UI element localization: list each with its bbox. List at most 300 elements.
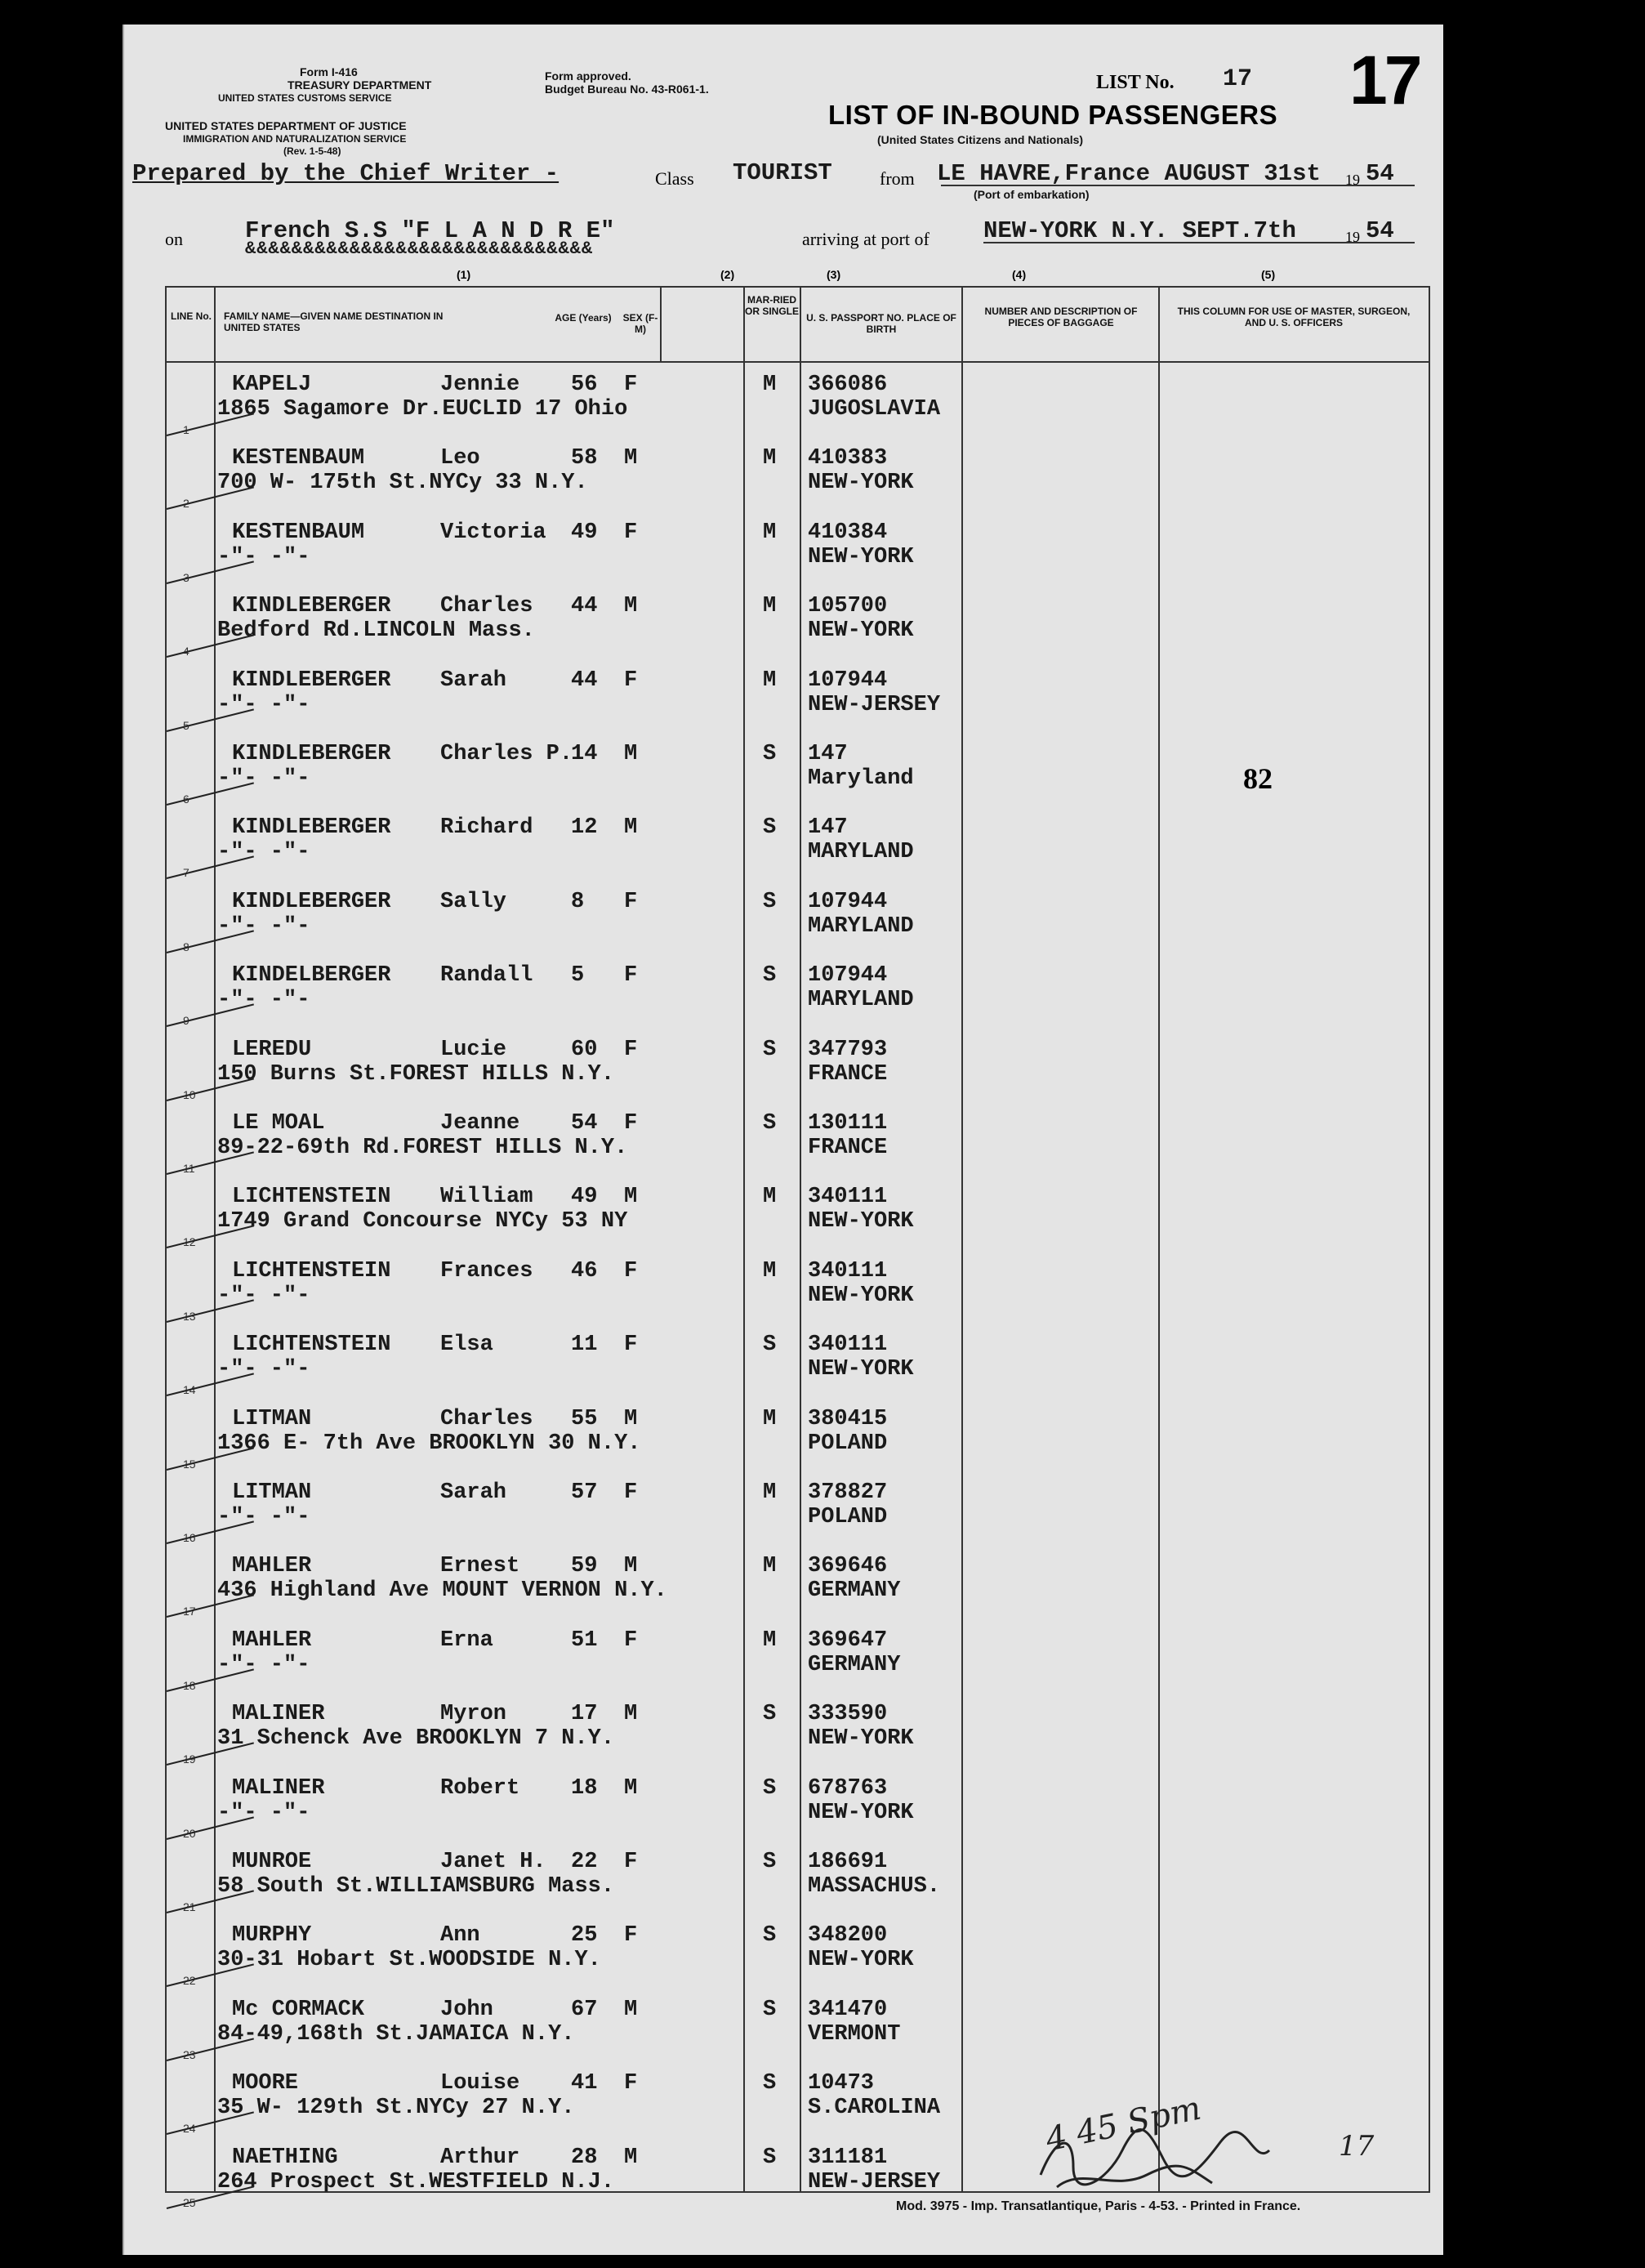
table-row <box>167 886 1429 960</box>
check-mark <box>167 1890 254 1913</box>
passport-number: 105700 <box>808 594 888 619</box>
check-mark <box>167 782 254 806</box>
justice-dept: UNITED STATES DEPARTMENT OF JUSTICE <box>165 119 407 132</box>
line-number: 5 <box>183 718 189 732</box>
age: 44 <box>571 667 598 693</box>
age: 14 <box>571 742 598 766</box>
place-of-birth: MASSACHUS. <box>808 1874 941 1899</box>
family-name: MURPHY <box>232 1923 312 1949</box>
marital-status: M <box>763 373 777 397</box>
destination: 31 Schenck Ave BROOKLYN 7 N.Y. <box>217 1726 615 1752</box>
check-mark <box>167 560 254 584</box>
passport-number: 410383 <box>808 446 888 471</box>
sex: F <box>624 1037 638 1062</box>
treasury-dept: TREASURY DEPARTMENT <box>288 78 432 92</box>
given-name: Sarah <box>440 667 507 693</box>
given-name: John <box>440 1997 493 2022</box>
check-mark <box>167 1520 254 1544</box>
family-name: LICHTENSTEIN <box>232 1333 391 1358</box>
age: 28 <box>571 2145 598 2170</box>
age: 46 <box>571 1258 598 1284</box>
destination: -"- -"- <box>217 1505 310 1529</box>
binder-hole <box>46 245 88 288</box>
marital-status: S <box>763 815 777 841</box>
sex: M <box>624 594 638 619</box>
given-name: Jennie <box>440 373 520 397</box>
place-of-birth: NEW-YORK <box>808 1726 914 1752</box>
line-number: 12 <box>183 1235 196 1249</box>
age: 59 <box>571 1554 598 1579</box>
given-name: Ernest <box>440 1554 520 1579</box>
given-name: Louise <box>440 2071 520 2096</box>
line-number: 20 <box>183 1826 196 1840</box>
sex: F <box>624 1480 638 1505</box>
on-label: on <box>165 229 183 249</box>
age: 18 <box>571 1775 598 1801</box>
line-number: 14 <box>183 1383 196 1397</box>
page-title: LIST OF IN-BOUND PASSENGERS <box>828 100 1278 130</box>
given-name: Frances <box>440 1258 533 1284</box>
handwritten-signature <box>1024 2118 1318 2191</box>
family-name: Mc CORMACK <box>232 1997 365 2022</box>
place-of-birth: NEW-YORK <box>808 544 914 569</box>
line-number: 16 <box>183 1531 196 1544</box>
place-of-birth: POLAND <box>808 1431 888 1456</box>
age: 5 <box>571 963 585 989</box>
age: 54 <box>571 1111 598 1136</box>
age: 60 <box>571 1037 598 1062</box>
hdr-age: AGE (Years) <box>555 312 612 324</box>
sex: F <box>624 963 638 989</box>
sex: F <box>624 1333 638 1358</box>
age: 55 <box>571 1406 598 1431</box>
family-name: LICHTENSTEIN <box>232 1185 391 1210</box>
passport-number: 678763 <box>808 1775 888 1801</box>
line-number: 2 <box>183 497 189 511</box>
check-mark <box>167 2112 254 2136</box>
arrival-port: NEW-YORK N.Y. SEPT.7th <box>983 217 1296 244</box>
passport-number: 147 <box>808 815 848 841</box>
destination: -"- -"- <box>217 913 310 939</box>
hdr-line-no: LINE No. <box>171 310 212 322</box>
hdr-name: FAMILY NAME—GIVEN NAME DESTINATION IN UNITED STATES <box>224 310 444 333</box>
sex: M <box>624 815 638 841</box>
age: 67 <box>571 1997 598 2022</box>
place-of-birth: MARYLAND <box>808 913 914 939</box>
arrival-underline <box>983 242 1415 243</box>
check-mark <box>167 1668 254 1692</box>
age: 17 <box>571 1702 598 1727</box>
place-of-birth: VERMONT <box>808 2021 901 2047</box>
sex: M <box>624 742 638 766</box>
place-of-birth: NEW-YORK <box>808 471 914 496</box>
given-name: Jeanne <box>440 1111 520 1136</box>
colnum-4: (4) <box>1012 268 1027 281</box>
hdr-officers: THIS COLUMN FOR USE OF MASTER, SURGEON, AND U. S. OFFICERS <box>1177 306 1411 328</box>
age: 22 <box>571 1850 598 1874</box>
place-of-birth: JUGOSLAVIA <box>808 397 941 422</box>
check-mark <box>167 1373 254 1397</box>
check-mark <box>167 1595 254 1618</box>
destination: 1366 E- 7th Ave BROOKLYN 30 N.Y. <box>217 1431 641 1456</box>
given-name: Leo <box>440 446 480 471</box>
form-number: Form I-416 <box>300 65 358 78</box>
place-of-birth: NEW-YORK <box>808 618 914 644</box>
sex: M <box>624 1185 638 1210</box>
check-mark <box>167 1226 254 1249</box>
passport-number: 130111 <box>808 1111 888 1136</box>
destination: -"- -"- <box>217 1652 310 1677</box>
given-name: Erna <box>440 1627 493 1653</box>
family-name: LITMAN <box>232 1406 312 1431</box>
given-name: Robert <box>440 1775 520 1801</box>
table-row <box>167 443 1429 516</box>
age: 8 <box>571 889 585 914</box>
table-row <box>167 1329 1429 1403</box>
binder-hole <box>46 2059 88 2101</box>
marital-status: S <box>763 1850 777 1874</box>
destination: -"- -"- <box>217 544 310 569</box>
table-row <box>167 1920 1429 1993</box>
given-name: Sally <box>440 889 507 914</box>
sex: F <box>624 1627 638 1653</box>
colnum-2: (2) <box>720 268 735 281</box>
sex: M <box>624 1554 638 1579</box>
class-value: TOURIST <box>733 159 832 186</box>
passport-number: 340111 <box>808 1333 888 1358</box>
passport-number: 378827 <box>808 1480 888 1505</box>
sex: M <box>624 446 638 471</box>
family-name: MALINER <box>232 1702 325 1727</box>
marital-status: S <box>763 1702 777 1727</box>
passport-number: 348200 <box>808 1923 888 1949</box>
marital-status: M <box>763 520 777 545</box>
marital-status: S <box>763 1037 777 1062</box>
check-mark <box>167 1299 254 1323</box>
budget-bureau: Budget Bureau No. 43-R061-1. <box>545 83 709 96</box>
place-of-birth: MARYLAND <box>808 840 914 865</box>
vessel-underline: &&&&&&&&&&&&&&&&&&&&&&&&&&&&&& <box>245 239 594 259</box>
ins-service: IMMIGRATION AND NATURALIZATION SERVICE <box>183 133 407 145</box>
table-row <box>167 960 1429 1034</box>
marital-status: S <box>763 1333 777 1358</box>
customs-service: UNITED STATES CUSTOMS SERVICE <box>218 92 392 104</box>
given-name: Arthur <box>440 2145 520 2170</box>
family-name: KESTENBAUM <box>232 446 365 471</box>
sex: F <box>624 520 638 545</box>
table-row <box>167 812 1429 886</box>
prepared-by: Prepared by the Chief Writer - <box>132 160 559 187</box>
marital-status: M <box>763 594 777 619</box>
passport-number: 107944 <box>808 963 888 989</box>
line-number: 1 <box>183 423 189 436</box>
line-number: 24 <box>183 2122 196 2136</box>
sex: F <box>624 2071 638 2096</box>
sex: F <box>624 1923 638 1949</box>
table-row <box>167 665 1429 739</box>
marital-status: M <box>763 667 777 693</box>
line-number: 6 <box>183 792 189 806</box>
destination: 436 Highland Ave MOUNT VERNON N.Y. <box>217 1578 667 1604</box>
passport-number: 10473 <box>808 2071 875 2096</box>
check-mark <box>167 413 254 436</box>
check-mark <box>167 1964 254 1988</box>
line-number: 22 <box>183 1974 196 1988</box>
family-name: KINDLEBERGER <box>232 742 391 766</box>
passport-number: 186691 <box>808 1850 888 1874</box>
line-number: 23 <box>183 2047 196 2061</box>
marital-status: M <box>763 1480 777 1505</box>
sex: F <box>624 667 638 693</box>
check-mark <box>167 930 254 953</box>
form-approved: Form approved. <box>545 69 631 83</box>
family-name: MUNROE <box>232 1850 312 1874</box>
sex: F <box>624 889 638 914</box>
sex: F <box>624 373 638 397</box>
from-port: LE HAVRE,France AUGUST 31st <box>937 160 1321 187</box>
binder-hole <box>46 584 88 627</box>
destination: 700 W- 175th St.NYCy 33 N.Y. <box>217 471 588 496</box>
given-name: Charles <box>440 594 533 619</box>
age: 11 <box>571 1333 598 1358</box>
binder-hole <box>46 1442 88 1484</box>
check-mark <box>167 1447 254 1471</box>
check-mark <box>167 856 254 880</box>
table-row <box>167 369 1429 443</box>
passport-number: 333590 <box>808 1702 888 1727</box>
sex: F <box>624 1850 638 1874</box>
class-label: Class <box>655 168 694 189</box>
line-number: 15 <box>183 1457 196 1471</box>
check-mark <box>167 2038 254 2061</box>
age: 57 <box>571 1480 598 1505</box>
age: 56 <box>571 373 598 397</box>
from-underline <box>941 185 1415 186</box>
handwritten-number: 17 <box>1339 2130 1375 2163</box>
line-number: 7 <box>183 866 189 880</box>
officer-annotation: 82 <box>1243 762 1273 795</box>
table-row <box>167 1034 1429 1108</box>
sex: M <box>624 1702 638 1727</box>
place-of-birth: NEW-YORK <box>808 1948 914 1973</box>
table-row <box>167 1181 1429 1255</box>
check-mark <box>167 2185 254 2209</box>
passport-number: 347793 <box>808 1037 888 1062</box>
table-row <box>167 1846 1429 1920</box>
form-revision: (Rev. 1-5-48) <box>283 145 341 157</box>
age: 41 <box>571 2071 598 2096</box>
passport-number: 311181 <box>808 2145 888 2170</box>
family-name: MOORE <box>232 2071 299 2096</box>
sex: F <box>624 1111 638 1136</box>
marital-status: S <box>763 1997 777 2022</box>
age: 58 <box>571 446 598 471</box>
passport-number: 147 <box>808 742 848 766</box>
colnum-3: (3) <box>827 268 841 281</box>
check-mark <box>167 1004 254 1028</box>
passport-number: 341470 <box>808 1997 888 2022</box>
from-label: from <box>880 168 915 189</box>
line-number: 8 <box>183 940 189 953</box>
marital-status: M <box>763 446 777 471</box>
table-row <box>167 739 1429 812</box>
given-name: Richard <box>440 815 533 841</box>
destination: 264 Prospect St.WESTFIELD N.J. <box>217 2169 615 2194</box>
marital-status: M <box>763 1258 777 1284</box>
table-row <box>167 1994 1429 2068</box>
passport-number: 410384 <box>808 520 888 545</box>
check-mark <box>167 1078 254 1101</box>
place-of-birth: POLAND <box>808 1505 888 1529</box>
header-divider <box>167 361 1429 363</box>
marital-status: M <box>763 1406 777 1431</box>
family-name: KINDLEBERGER <box>232 889 391 914</box>
place-of-birth: S.CAROLINA <box>808 2096 941 2121</box>
family-name: MAHLER <box>232 1627 312 1653</box>
passport-number: 340111 <box>808 1258 888 1284</box>
table-row <box>167 1699 1429 1772</box>
line-number: 10 <box>183 1087 196 1101</box>
manifest-sheet <box>123 25 1443 2255</box>
given-name: Myron <box>440 1702 507 1727</box>
place-of-birth: NEW-YORK <box>808 1209 914 1234</box>
passport-number: 107944 <box>808 667 888 693</box>
passport-number: 366086 <box>808 373 888 397</box>
sex: M <box>624 2145 638 2170</box>
marital-status: M <box>763 1627 777 1653</box>
place-of-birth: NEW-JERSEY <box>808 2169 941 2194</box>
line-number: 17 <box>183 1605 196 1618</box>
destination: -"- -"- <box>217 1357 310 1382</box>
sex: M <box>624 1997 638 2022</box>
place-of-birth: NEW-YORK <box>808 1283 914 1308</box>
destination: -"- -"- <box>217 1283 310 1308</box>
age: 49 <box>571 520 598 545</box>
family-name: KINDLEBERGER <box>232 667 391 693</box>
hdr-baggage: NUMBER AND DESCRIPTION OF PIECES OF BAGGAGE <box>984 306 1138 328</box>
destination: -"- -"- <box>217 766 310 791</box>
line-number: 19 <box>183 1752 196 1766</box>
given-name: Lucie <box>440 1037 507 1062</box>
destination: 58 South St.WILLIAMSBURG Mass. <box>217 1874 615 1899</box>
given-name: Janet H. <box>440 1850 546 1874</box>
check-mark <box>167 487 254 511</box>
family-name: KAPELJ <box>232 373 312 397</box>
destination: -"- -"- <box>217 1800 310 1825</box>
port-embarkation-caption: (Port of embarkation) <box>974 188 1090 201</box>
passport-number: 340111 <box>808 1185 888 1210</box>
line-number: 18 <box>183 1678 196 1692</box>
given-name: Victoria <box>440 520 546 545</box>
arriving-label: arriving at port of <box>802 229 929 249</box>
line-number: 3 <box>183 570 189 584</box>
destination: 30-31 Hobart St.WOODSIDE N.Y. <box>217 1948 601 1973</box>
family-name: KINDLEBERGER <box>232 594 391 619</box>
colnum-5: (5) <box>1261 268 1276 281</box>
marital-status: M <box>763 1554 777 1579</box>
hdr-sex: SEX (F-M) <box>622 312 658 335</box>
list-no-label: LIST No. <box>1096 72 1175 93</box>
marital-status: S <box>763 2145 777 2170</box>
table-row <box>167 1477 1429 1551</box>
line-number: 4 <box>183 645 189 659</box>
place-of-birth: FRANCE <box>808 1061 888 1087</box>
binder-hole <box>46 1777 88 1819</box>
line-number: 11 <box>183 1162 195 1175</box>
year-prefix-2: 19 <box>1345 229 1360 245</box>
given-name: Randall <box>440 963 533 989</box>
sex: M <box>624 1775 638 1801</box>
destination: 1865 Sagamore Dr.EUCLID 17 Ohio <box>217 397 628 422</box>
destination: Bedford Rd.LINCOLN Mass. <box>217 618 535 644</box>
table-row <box>167 1108 1429 1181</box>
line-number: 21 <box>183 1900 196 1913</box>
sex: M <box>624 1406 638 1431</box>
given-name: Elsa <box>440 1333 493 1358</box>
printer-footer: Mod. 3975 - Imp. Transatlantique, Paris - 4-53. - Printed in France. <box>896 2199 1301 2213</box>
family-name: LE MOAL <box>232 1111 325 1136</box>
place-of-birth: GERMANY <box>808 1652 901 1677</box>
check-mark <box>167 1151 254 1175</box>
place-of-birth: FRANCE <box>808 1136 888 1160</box>
given-name: Sarah <box>440 1480 507 1505</box>
given-name: Ann <box>440 1923 480 1949</box>
given-name: William <box>440 1185 533 1210</box>
destination: 89-22-69th Rd.FOREST HILLS N.Y. <box>217 1136 628 1160</box>
destination: -"- -"- <box>217 840 310 865</box>
marital-status: S <box>763 1923 777 1949</box>
binder-hole <box>46 1021 88 1064</box>
destination: 150 Burns St.FOREST HILLS N.Y. <box>217 1061 615 1087</box>
age: 44 <box>571 594 598 619</box>
list-stamp-number: 17 <box>1349 42 1420 118</box>
vessel-name: French S.S "F L A N D R E" <box>245 217 615 244</box>
line-number: 9 <box>183 1014 189 1028</box>
age: 51 <box>571 1627 598 1653</box>
list-no-value: 17 <box>1223 65 1253 93</box>
line-number: 13 <box>183 1309 196 1323</box>
family-name: LEREDU <box>232 1037 312 1062</box>
marital-status: S <box>763 1111 777 1136</box>
destination: 35 W- 129th St.NYCy 27 N.Y. <box>217 2096 575 2121</box>
check-mark <box>167 708 254 732</box>
passport-number: 369647 <box>808 1627 888 1653</box>
table-row <box>167 1625 1429 1699</box>
year-prefix-1: 19 <box>1345 172 1360 188</box>
passport-number: 380415 <box>808 1406 888 1431</box>
hdr-married: MAR-RIED OR SINGLE <box>745 294 800 317</box>
table-row <box>167 1551 1429 1624</box>
place-of-birth: NEW-JERSEY <box>808 692 941 717</box>
marital-status: S <box>763 889 777 914</box>
hdr-passport: U. S. PASSPORT NO. PLACE OF BIRTH <box>806 312 956 335</box>
destination: 1749 Grand Concourse NYCy 53 NY <box>217 1209 628 1234</box>
check-mark <box>167 1743 254 1766</box>
family-name: MALINER <box>232 1775 325 1801</box>
place-of-birth: NEW-YORK <box>808 1357 914 1382</box>
age: 25 <box>571 1923 598 1949</box>
year-2: 54 <box>1366 217 1394 244</box>
age: 12 <box>571 815 598 841</box>
destination: -"- -"- <box>217 692 310 717</box>
passport-number: 107944 <box>808 889 888 914</box>
place-of-birth: NEW-YORK <box>808 1800 914 1825</box>
page-subtitle: (United States Citizens and Nationals) <box>877 133 1084 146</box>
place-of-birth: Maryland <box>808 766 914 791</box>
age: 49 <box>571 1185 598 1210</box>
marital-status: S <box>763 963 777 989</box>
table-row <box>167 1404 1429 1477</box>
